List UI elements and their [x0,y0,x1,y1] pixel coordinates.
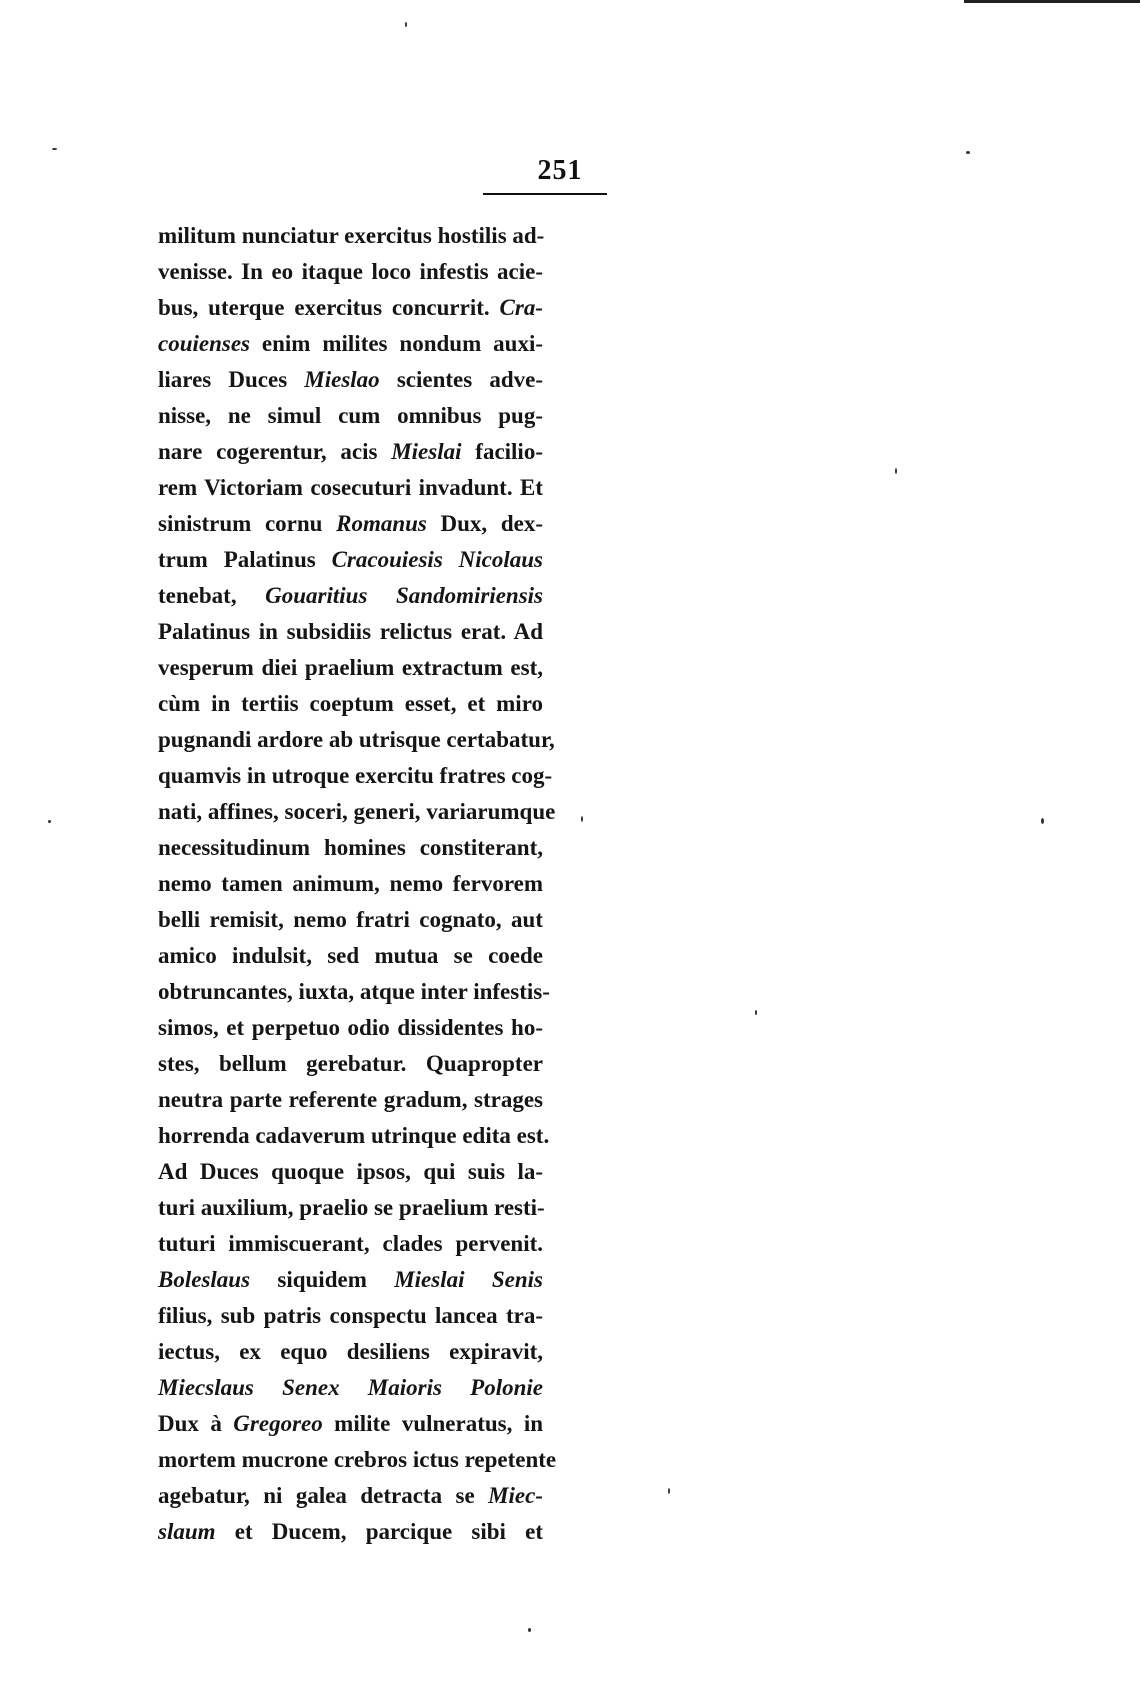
text-segment: cùm in tertiis coeptum esset, et miro [158,691,543,716]
text-segment: tuturi immiscuerant, clades pervenit. [158,1231,543,1256]
text-segment: facilio- [461,439,543,464]
text-segment: Palatinus in subsidiis relictus erat. Ad [158,619,543,644]
text-line [158,1514,543,1550]
text-line [158,1118,550,1154]
text-segment: filius, sub patris conspectu lancea tra- [158,1303,543,1328]
scan-speck [966,151,970,154]
text-segment: simos, et perpetuo odio dissidentes ho- [158,1015,543,1040]
text-segment: horrenda cadaverum utrinque edita est. [158,1123,550,1148]
text-segment: enim milites nondum auxi- [250,331,543,356]
scan-speck [528,1628,531,1632]
text-segment: neutra parte referente gradum, strages [158,1087,543,1112]
italic-name: Cra- [499,295,543,320]
text-line [158,650,543,686]
page-number-rule [483,193,607,195]
page-number: 251 [537,155,583,186]
italic-name: slaum [158,1519,216,1544]
italic-name: Cracouiesis Nicolaus [331,547,543,572]
italic-name: Mieslai [391,439,462,464]
text-segment: necessitudinum homines constiterant, [158,835,543,860]
italic-name: Miec- [488,1483,543,1508]
text-segment: et Ducem, parcique sibi et [215,1519,543,1544]
text-segment: Dux, dex- [426,511,543,536]
text-segment: belli remisit, nemo fratri cognato, aut [158,907,543,932]
text-line [158,470,543,506]
text-segment: bus, uterque exercitus concurrit. [158,295,500,320]
scan-speck [668,1488,670,1494]
scan-speck [48,820,51,823]
text-line [158,1406,543,1442]
text-segment: amico indulsit, sed mutua se coede [158,943,543,968]
text-segment: nati, affines, soceri, generi, variarumque [158,799,556,824]
text-line [158,830,543,866]
italic-name: Miecslaus Senex Maioris Polonie [158,1375,543,1400]
text-segment: vesperum diei praelium extractum est, [158,655,543,680]
text-line [158,1370,543,1406]
italic-name: Gouaritius Sandomiriensis [265,583,543,608]
top-edge-rule [964,0,1140,3]
text-line [158,1010,543,1046]
text-line [158,794,556,830]
text-line [158,362,543,398]
text-line [158,866,543,902]
scan-speck [895,468,897,474]
text-segment: venisse. In eo itaque loco infestis acie- [158,259,543,284]
text-line [158,542,543,578]
text-segment: sinistrum cornu [158,511,337,536]
text-segment: scientes adve- [379,367,543,392]
text-line [158,974,550,1010]
text-segment: turi auxilium, praelio se praelium resti- [158,1195,545,1220]
text-line [158,254,543,290]
text-line [158,1082,543,1118]
text-line [158,326,543,362]
text-segment: obtruncantes, iuxta, atque inter infestis- [158,979,550,1004]
text-line [158,578,543,614]
text-segment: pugnandi ardore ab utrisque certabatur, [158,727,555,752]
text-segment: agebatur, ni galea detracta se [158,1483,489,1508]
text-line [158,1046,543,1082]
italic-name: Boleslaus [158,1267,251,1292]
text-segment: Dux à [158,1411,234,1436]
text-line [158,398,543,434]
text-line [158,1478,543,1514]
text-segment: rem Victoriam cosecuturi invadunt. Et [158,475,543,500]
text-segment: quamvis in utroque exercitu fratres cog- [158,763,553,788]
text-line [158,506,543,542]
text-line [158,1190,543,1226]
text-line [158,722,555,758]
text-line [158,1334,543,1370]
text-line [158,902,543,938]
italic-name: Mieslao [304,367,380,392]
text-segment: stes, bellum gerebatur. Quapropter [158,1051,543,1076]
text-segment: nare cogerentur, acis [158,439,392,464]
text-segment: nisse, ne simul cum omnibus pug- [158,403,543,428]
text-segment: siquidem [250,1267,395,1292]
italic-name: Gregoreo [233,1411,323,1436]
text-line [158,614,543,650]
text-line [158,758,553,794]
text-segment: iectus, ex equo desiliens expiravit, [158,1339,543,1364]
scan-speck [581,816,583,822]
text-line [158,1298,543,1334]
text-segment: militum nunciatur exercitus hostilis ad- [158,223,545,248]
text-line [158,1442,557,1478]
text-line [158,1226,543,1262]
text-line [158,218,543,254]
text-segment: Ad Duces quoque ipsos, qui suis la- [158,1159,543,1184]
scan-speck [755,1010,757,1015]
text-line [158,938,543,974]
italic-name: Mieslai Senis [394,1267,543,1292]
text-segment: milite vulneratus, in [322,1411,543,1436]
text-segment: trum Palatinus [158,547,332,572]
body-text [158,218,557,1550]
text-line [158,434,543,470]
scan-speck [52,148,57,150]
text-segment: tenebat, [158,583,266,608]
italic-name: Romanus [336,511,427,536]
text-line [158,1262,543,1298]
text-line [158,1154,543,1190]
text-segment: nemo tamen animum, nemo fervorem [158,871,543,896]
text-segment: liares Duces [158,367,305,392]
scan-speck [1041,818,1044,824]
text-line [158,686,543,722]
text-line [158,290,543,326]
text-segment: mortem mucrone crebros ictus repetente [158,1447,557,1472]
italic-name: couienses [158,331,250,356]
scan-speck [405,22,407,27]
